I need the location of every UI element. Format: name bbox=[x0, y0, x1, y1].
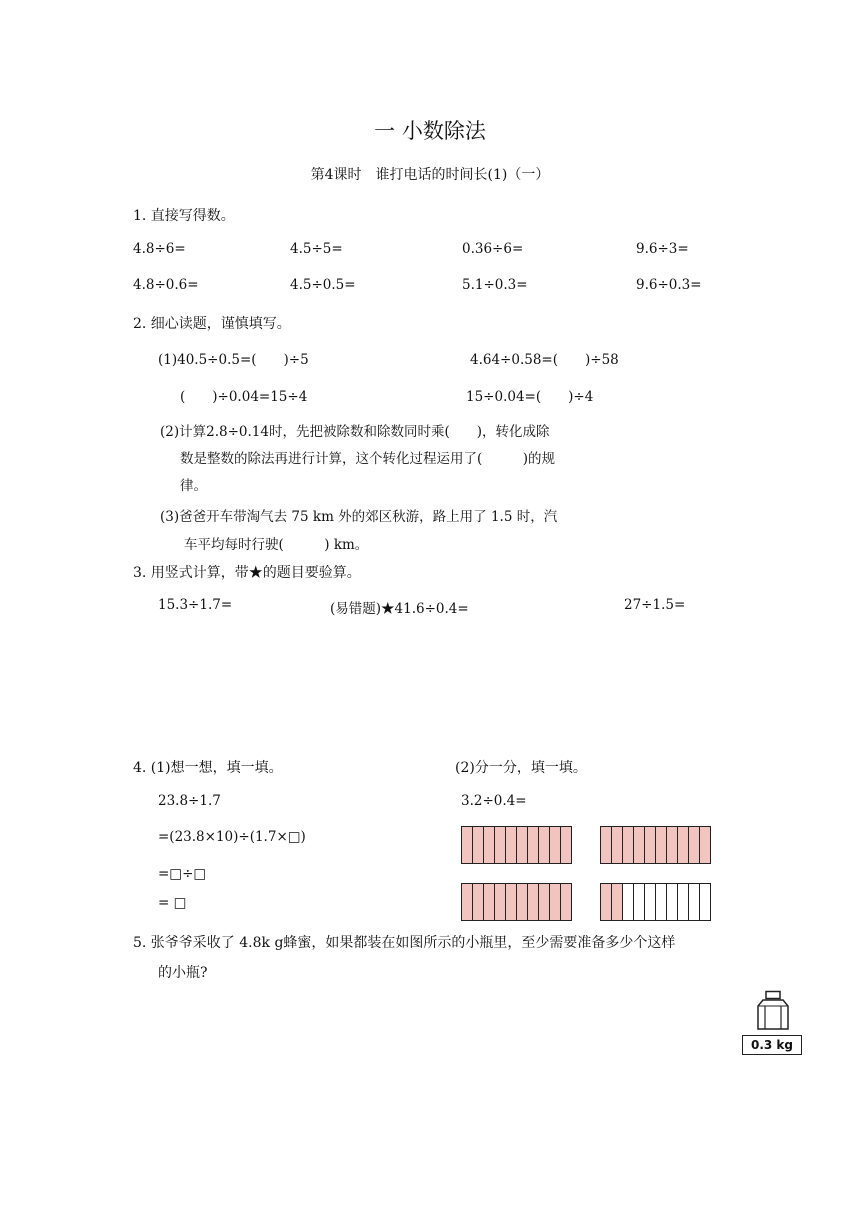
page-title: 一 小数除法 bbox=[374, 119, 486, 143]
q2-part1-b: 4.64÷0.58=( )÷58 bbox=[470, 352, 619, 368]
q4-heading-right: (2)分一分，填一填。 bbox=[455, 760, 587, 776]
lesson-subtitle: 第4课时 谁打电话的时间长(1)（一） bbox=[310, 167, 550, 183]
decimal-grid-block bbox=[461, 883, 572, 921]
q5-text-line: 5. 张爷爷采收了 4.8k g蜂蜜，如果都装在如图所示的小瓶里，至少需要准备多少个这样 bbox=[133, 935, 676, 951]
q1-item: 9.6÷0.3= bbox=[636, 277, 702, 293]
q3-item: (易错题)★41.6÷0.4= bbox=[330, 601, 469, 617]
q4-step: = □ bbox=[158, 895, 187, 911]
q4-right-expression: 3.2÷0.4= bbox=[461, 793, 527, 809]
q2-part3-line: 车平均每时行驶( ) km。 bbox=[184, 537, 369, 553]
q1-item: 4.5÷5= bbox=[290, 241, 343, 257]
q3-item: 27÷1.5= bbox=[624, 597, 686, 613]
q2-part2-line: 数是整数的除法再进行计算，这个转化过程运用了( )的规 bbox=[180, 451, 556, 467]
decimal-grid-block bbox=[461, 826, 572, 864]
q4-step: 23.8÷1.7 bbox=[158, 793, 221, 809]
q2-part1-d: 15÷0.04=( )÷4 bbox=[466, 389, 594, 405]
q1-heading: 1. 直接写得数。 bbox=[133, 208, 235, 224]
q1-item: 4.8÷6= bbox=[133, 241, 186, 257]
q4-step: =(23.8×10)÷(1.7×□) bbox=[158, 829, 306, 845]
q1-item: 0.36÷6= bbox=[462, 241, 524, 257]
q2-heading: 2. 细心读题，谨慎填写。 bbox=[133, 316, 291, 332]
q2-part1-c: ( )÷0.04=15÷4 bbox=[180, 389, 308, 405]
q2-part2-line: 律。 bbox=[180, 478, 207, 494]
q2-part2-line: (2)计算2.8÷0.14时，先把被除数和除数同时乘( )，转化成除 bbox=[160, 424, 550, 440]
q1-item: 9.6÷3= bbox=[636, 241, 689, 257]
q1-item: 4.8÷0.6= bbox=[133, 277, 199, 293]
honey-bottle-icon bbox=[755, 990, 791, 1032]
q3-item: 15.3÷1.7= bbox=[158, 597, 233, 613]
q1-item: 4.5÷0.5= bbox=[290, 277, 356, 293]
decimal-grid-block bbox=[600, 826, 711, 864]
grid-cell-empty bbox=[699, 883, 711, 921]
q3-heading: 3. 用竖式计算，带★的题目要验算。 bbox=[133, 565, 361, 581]
grid-cell-filled bbox=[560, 883, 572, 921]
q5-text-line: 的小瓶? bbox=[158, 965, 208, 981]
q4-heading-left: 4. (1)想一想，填一填。 bbox=[133, 760, 283, 776]
q4-step: =□÷□ bbox=[158, 866, 207, 882]
grid-cell-filled bbox=[699, 826, 711, 864]
decimal-grid-block bbox=[600, 883, 711, 921]
grid-cell-filled bbox=[560, 826, 572, 864]
q2-part1-a: (1)40.5÷0.5=( )÷5 bbox=[158, 352, 309, 368]
q2-part3-line: (3)爸爸开车带淘气去 75 km 外的郊区秋游，路上用了 1.5 时，汽 bbox=[160, 509, 558, 525]
bottle-weight-label: 0.3 kg bbox=[742, 1035, 802, 1055]
q1-item: 5.1÷0.3= bbox=[462, 277, 528, 293]
